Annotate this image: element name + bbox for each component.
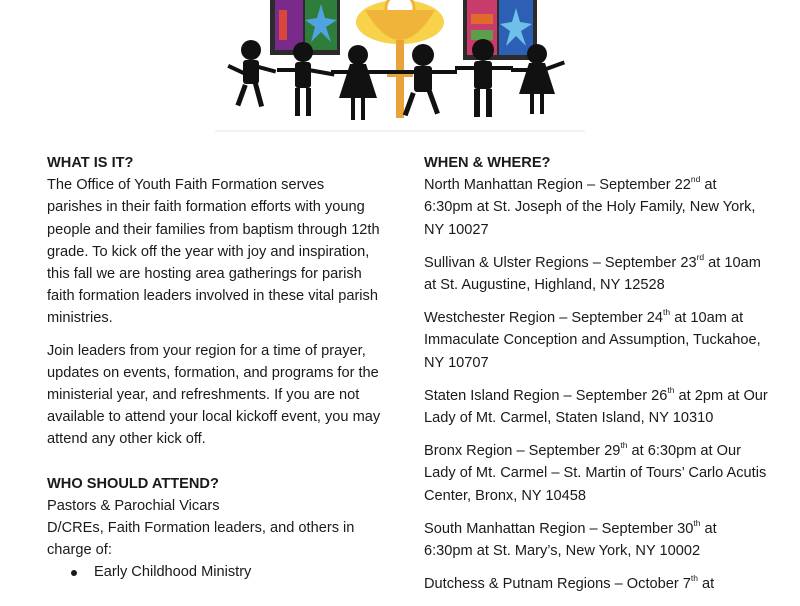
event-north-manhattan: North Manhattan Region – September 22nd at 6:30pm at St. Joseph of the Holy Family, New York, NY 10027 bbox=[424, 174, 756, 238]
who-should-attend-heading: WHO SHOULD ATTEND? bbox=[47, 475, 219, 492]
who-line-pastors: Pastors & Parochial Vicars bbox=[47, 497, 220, 514]
events-list bbox=[424, 174, 769, 595]
ministry-list bbox=[47, 561, 382, 583]
event-south-manhattan: South Manhattan Region – September 30th at 6:30pm at St. Mary’s, New York, NY 10002 bbox=[424, 517, 717, 560]
event-bronx: Bronx Region – September 29th at 6:30pm at Our Lady of Mt. Carmel – St. Martin of Tours’ Carlo Acutis Center, Bronx, NY 10458 bbox=[424, 440, 767, 504]
what-is-it-body: The Office of Youth Faith Formation serves parishes in their faith formation efforts with young people and their families from baptism through 12th grade. To kick off the year with joy and inspiration, this fall we are hosting area gatherings for parish faith formation leaders involved in these vital parish ministries. bbox=[47, 177, 380, 327]
join-leaders-body: Join leaders from your region for a time of prayer, updates on events, formation, and programs for the ministerial year, and refreshments. If you are not available to attend your local kickoff event, you may attend any other kick off. bbox=[47, 342, 381, 448]
list-item: Early Childhood Ministry bbox=[47, 561, 382, 583]
right-column bbox=[424, 152, 769, 606]
what-is-it-heading: WHAT IS IT? bbox=[47, 155, 134, 171]
event-sullivan-ulster: Sullivan & Ulster Regions – September 23rd at 10am at St. Augustine, Highland, NY 12528 bbox=[424, 251, 761, 294]
who-line-leaders: D/CREs, Faith Formation leaders, and others in charge of: bbox=[47, 520, 355, 559]
event-staten-island: Staten Island Region – September 26th at 2pm at Our Lady of Mt. Carmel, Staten Island, NY 10310 bbox=[424, 384, 768, 427]
left-column bbox=[47, 152, 382, 584]
children-holding-hands-illustration bbox=[215, 0, 585, 132]
event-westchester: Westchester Region – September 24th at 10am at Immaculate Conception and Assumption, Tuckahoe, NY 10707 bbox=[424, 307, 761, 371]
when-where-heading: WHEN & WHERE? bbox=[424, 155, 551, 171]
event-dutchess-putnam: Dutchess & Putnam Regions – October 7th at bbox=[424, 573, 715, 593]
